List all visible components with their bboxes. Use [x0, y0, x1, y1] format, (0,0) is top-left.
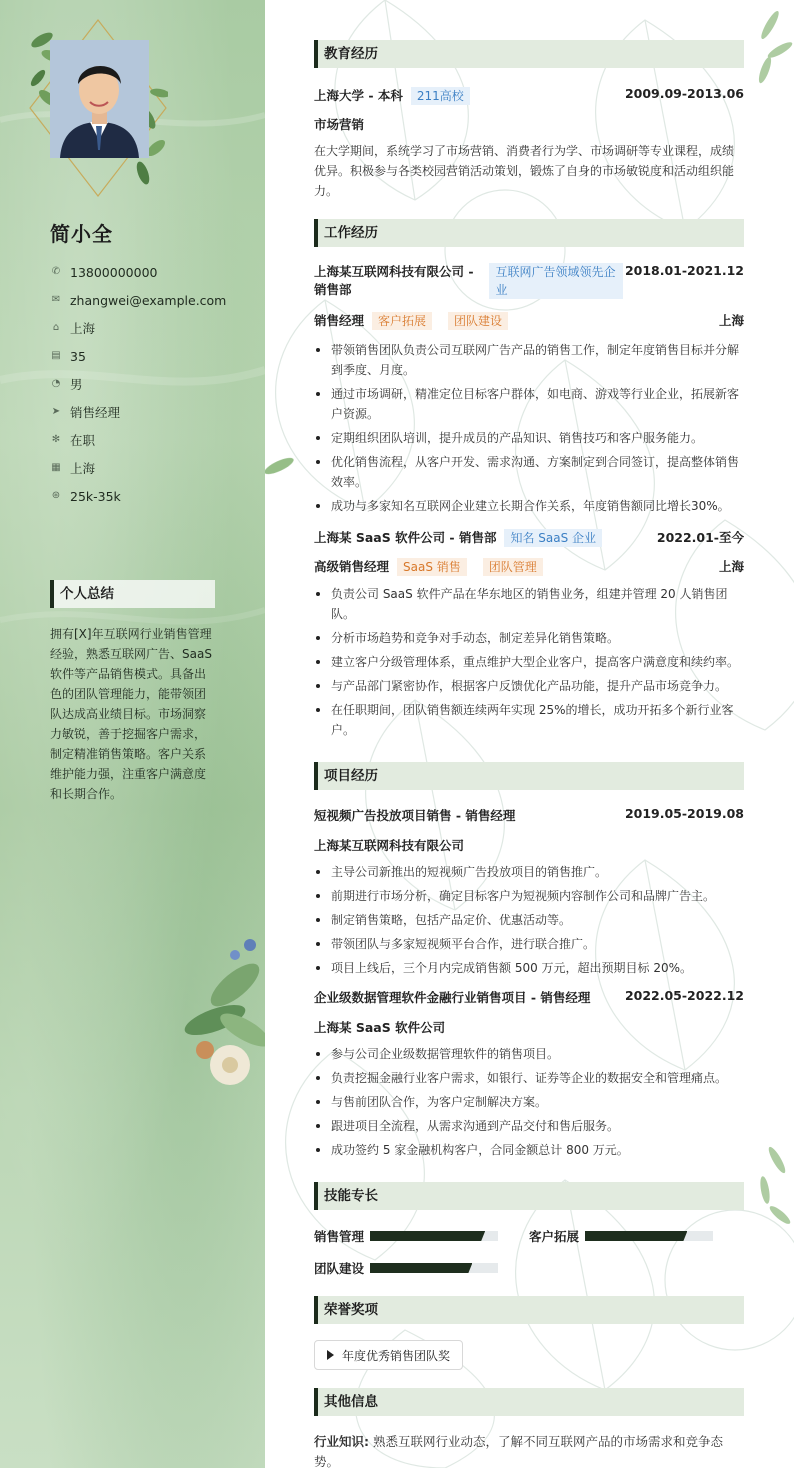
avatar [50, 40, 149, 158]
main-content [265, 0, 794, 1468]
list-item: 负责挖掘金融行业客户需求，如银行、证券等企业的数据安全和管理痛点。 [314, 1068, 744, 1088]
summary-text: 拥有[X]年互联网行业销售管理经验，熟悉互联网广告、SaaS 软件等产品销售模式。具备出色的团队管理能力，能带领团队达成高业绩目标。市场洞察力敏锐，善于挖掘客户需求，制定精准销售策略。客户关系维护能力强，注重客户满意度和长期合作。 [50, 627, 212, 801]
job-role: 高级销售经理 [314, 559, 390, 574]
list-item: 与产品部门紧密协作，根据客户反馈优化产品功能，提升产品市场竞争力。 [314, 676, 744, 696]
project-company: 上海某 SaaS 软件公司 [314, 1020, 446, 1035]
job-skill-tag: 团队管理 [483, 558, 543, 576]
info-gender [50, 370, 250, 398]
gender-icon: ◔ [51, 378, 61, 389]
project-date: 2019.05-2019.08 [624, 806, 744, 821]
awards-title: 荣誉奖项 [314, 1296, 744, 1324]
job-role-row [314, 557, 744, 576]
email-value: zhangwei@example.com [70, 292, 227, 308]
job-company: 上海某 SaaS 软件公司 - 销售部 [314, 530, 497, 545]
skill-bar-fill [370, 1231, 485, 1241]
job-item [314, 263, 744, 516]
triangle-right-icon [327, 1350, 334, 1360]
work-title: 工作经历 [314, 219, 744, 247]
flower-decoration-icon [175, 925, 265, 1090]
list-item: 主导公司新推出的短视频广告投放项目的销售推广。 [314, 862, 744, 882]
job-date: 2018.01-2021.12 [624, 263, 744, 278]
project-bullets [314, 1044, 744, 1160]
job-company: 上海某互联网科技有限公司 - 销售部 [314, 264, 474, 297]
skills-title: 技能专长 [314, 1182, 744, 1210]
job-header [314, 263, 744, 299]
education-desc: 在大学期间，系统学习了市场营销、消费者行为学、市场调研等专业课程，成绩优异。积极参与各类校园营销活动策划，锻炼了自身的市场敏锐度和活动组织能力。 [314, 144, 735, 198]
job-location: 上海 [718, 559, 744, 574]
list-item: 跟进项目全流程，从需求沟通到产品交付和售后服务。 [314, 1116, 744, 1136]
education-header [314, 86, 744, 105]
list-item: 前期进行市场分析，确定目标客户为短视频内容制作公司和品牌广告主。 [314, 886, 744, 906]
info-home [50, 314, 250, 342]
city-value: 上海 [70, 461, 96, 476]
project-item [314, 988, 744, 1160]
education-title: 教育经历 [314, 40, 744, 68]
status-value: 在职 [70, 433, 96, 448]
award-label: 年度优秀销售团队奖 [342, 1348, 451, 1363]
home-icon: ⌂ [52, 322, 60, 333]
person-photo-icon [50, 40, 149, 158]
skill-bar [370, 1263, 498, 1273]
list-item: 分析市场趋势和竞争对手动态，制定差异化销售策略。 [314, 628, 744, 648]
skills-row [314, 1226, 744, 1246]
job-bullets [314, 340, 744, 516]
send-icon: ➤ [51, 406, 61, 417]
info-email [50, 286, 250, 314]
skill-item [314, 1227, 529, 1245]
other-title: 其他信息 [314, 1388, 744, 1416]
skill-bar [585, 1231, 713, 1241]
info-phone [50, 258, 250, 286]
skill-bar-fill [585, 1231, 687, 1241]
person-name: 简小全 [50, 222, 113, 246]
home-value: 上海 [70, 321, 96, 336]
list-item: 建立客户分级管理体系，重点维护大型企业客户，提高客户满意度和续约率。 [314, 652, 744, 672]
sidebar [0, 0, 265, 1468]
gender-value: 男 [70, 377, 83, 392]
phone-value: 13800000000 [70, 264, 158, 280]
list-item: 优化销售流程，从客户开发、需求沟通、方案制定到合同签订，提高整体销售效率。 [314, 452, 744, 492]
job-header [314, 528, 744, 547]
skill-name: 客户拓展 [529, 1229, 580, 1244]
job-bullets [314, 584, 744, 740]
summary-title: 个人总结 [50, 580, 215, 608]
info-age [50, 342, 250, 370]
job-role: 销售经理 [314, 313, 365, 328]
project-date: 2022.05-2022.12 [624, 988, 744, 1003]
school-tag: 211高校 [411, 87, 470, 105]
project-header [314, 806, 744, 824]
job-role-row [314, 311, 744, 330]
summary-section [50, 580, 215, 804]
project-name: 短视频广告投放项目销售 - 销售经理 [314, 808, 516, 823]
status-icon: ✻ [51, 434, 61, 445]
project-company: 上海某互联网科技有限公司 [314, 838, 465, 853]
job-skill-tag: 客户拓展 [372, 312, 432, 330]
age-value: 35 [70, 348, 86, 364]
awards-list [314, 1340, 744, 1370]
skills-row [314, 1258, 744, 1278]
school-name: 上海大学 - 本科 [314, 88, 403, 103]
phone-icon: ✆ [51, 266, 61, 277]
list-item: 通过市场调研，精准定位目标客户群体，如电商、游戏等行业企业，拓展新客户资源。 [314, 384, 744, 424]
job-skill-tag: SaaS 销售 [397, 558, 467, 576]
list-item: 与售前团队合作，为客户定制解决方案。 [314, 1092, 744, 1112]
info-salary [50, 482, 250, 510]
education-major: 市场营销 [314, 117, 365, 132]
skill-name: 销售管理 [314, 1229, 365, 1244]
job-item [314, 528, 744, 740]
list-item: 参与公司企业级数据管理软件的销售项目。 [314, 1044, 744, 1064]
projects-title: 项目经历 [314, 762, 744, 790]
award-item [314, 1340, 463, 1370]
list-item: 在任职期间，团队销售额连续两年实现 25%的增长，成功开拓多个新行业客户。 [314, 700, 744, 740]
skill-item [529, 1227, 744, 1245]
list-item: 成功与多家知名互联网企业建立长期合作关系，年度销售额同比增长30%。 [314, 496, 744, 516]
salary-icon: ⊛ [51, 490, 61, 501]
photo-frame [28, 18, 168, 198]
salary-value: 25k-35k [70, 488, 121, 504]
other-label: 行业知识: [314, 1434, 369, 1449]
resume-body [314, 40, 744, 1468]
info-status [50, 426, 250, 454]
position-value: 销售经理 [70, 405, 121, 420]
job-skill-tag: 团队建设 [448, 312, 508, 330]
other-info [314, 1432, 744, 1468]
list-item: 负责公司 SaaS 软件产品在华东地区的销售业务，组建并管理 20 人销售团队。 [314, 584, 744, 624]
info-city [50, 454, 250, 482]
city-icon: ▦ [51, 462, 61, 473]
other-text: 熟悉互联网行业动态，了解不同互联网产品的市场需求和竞争态势。 [314, 1434, 723, 1468]
info-position [50, 398, 250, 426]
contact-info-list [50, 258, 250, 510]
list-item: 定期组织团队培训，提升成员的产品知识、销售技巧和客户服务能力。 [314, 428, 744, 448]
project-name: 企业级数据管理软件金融行业销售项目 - 销售经理 [314, 990, 591, 1005]
mail-icon: ✉ [51, 294, 61, 305]
project-header [314, 988, 744, 1006]
education-date: 2009.09-2013.06 [624, 86, 744, 101]
job-tag: 互联网广告领域领先企业 [489, 263, 623, 299]
project-bullets [314, 862, 744, 978]
list-item: 带领销售团队负责公司互联网广告产品的销售工作，制定年度销售目标并分解到季度、月度。 [314, 340, 744, 380]
skill-item [314, 1259, 535, 1277]
skill-bar-fill [370, 1263, 472, 1273]
skill-name: 团队建设 [314, 1261, 365, 1276]
project-item [314, 806, 744, 978]
skill-bar [370, 1231, 498, 1241]
age-icon: ▤ [51, 350, 61, 361]
list-item: 制定销售策略，包括产品定价、优惠活动等。 [314, 910, 744, 930]
job-location: 上海 [718, 313, 744, 328]
job-tag: 知名 SaaS 企业 [504, 529, 602, 547]
list-item: 带领团队与多家短视频平台合作，进行联合推广。 [314, 934, 744, 954]
list-item: 项目上线后，三个月内完成销售额 500 万元，超出预期目标 20%。 [314, 958, 744, 978]
job-date: 2022.01-至今 [656, 530, 744, 545]
list-item: 成功签约 5 家金融机构客户，合同金额总计 800 万元。 [314, 1140, 744, 1160]
